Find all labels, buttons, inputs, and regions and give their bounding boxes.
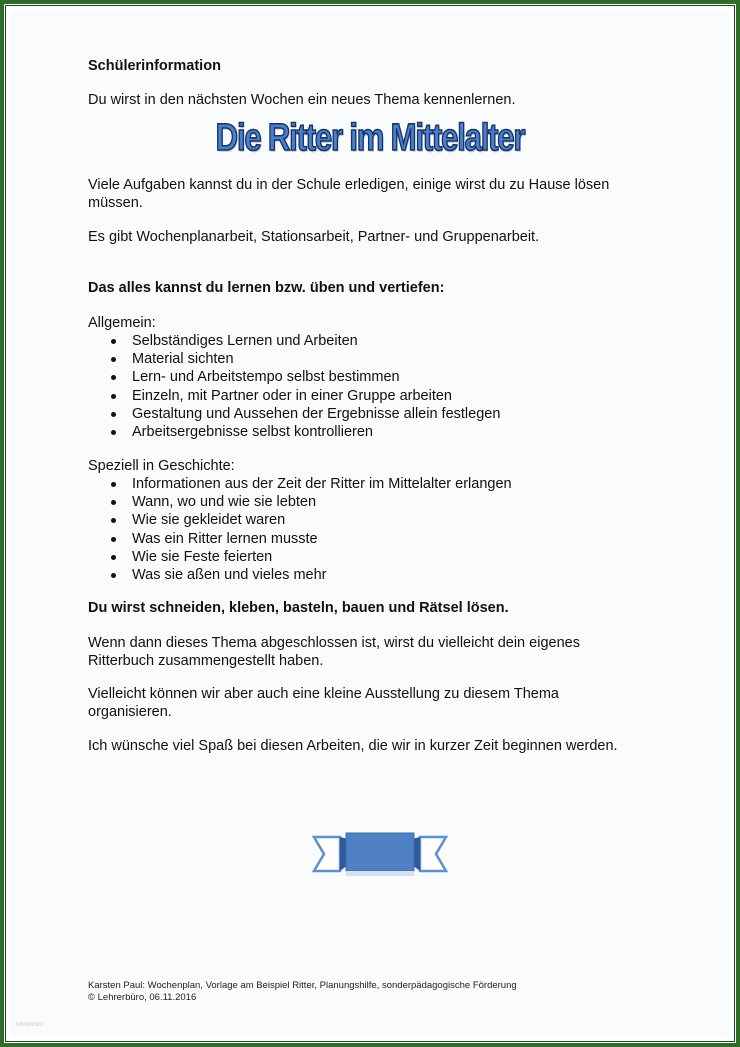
list-item: Wann, wo und wie sie lebten <box>88 493 688 511</box>
list-item: Material sichten <box>88 350 688 368</box>
general-label: Allgemein: <box>88 315 156 331</box>
list-item: Einzeln, mit Partner oder in einer Gruppe arbeiten <box>88 387 688 405</box>
paragraph-book-line2: Ritterbuch zusammengestellt haben. <box>88 653 324 669</box>
footer <box>88 980 517 1004</box>
footer-line2: © Lehrerbüro, 06.11.2016 <box>88 992 197 1003</box>
general-section <box>88 314 688 441</box>
list-item: Was sie aßen und vieles mehr <box>88 566 688 584</box>
banner-ribbon-icon <box>312 831 448 879</box>
paragraph-book-line1: Wenn dann dieses Thema abgeschlossen ist, wirst du vielleicht dein eigenes <box>88 635 580 651</box>
list-item: Wie sie Feste feierten <box>88 548 688 566</box>
paragraph-tasks-line1: Viele Aufgaben kannst du in der Schule erledigen, einige wirst du zu Hause lösen <box>88 177 610 193</box>
document-title: Die Ritter im Mittelalter <box>215 117 525 159</box>
document-heading: Schülerinformation <box>88 58 221 74</box>
list-item: Gestaltung und Aussehen der Ergebnisse allein festlegen <box>88 405 688 423</box>
paragraph-exhibition-line2: organisieren. <box>88 704 172 720</box>
list-item: Wie sie gekleidet waren <box>88 511 688 529</box>
intro-text: Du wirst in den nächsten Wochen ein neues Thema kennenlernen. <box>88 92 516 108</box>
list-item: Selbständiges Lernen und Arbeiten <box>88 332 688 350</box>
list-item: Arbeitsergebnisse selbst kontrollieren <box>88 423 688 441</box>
footer-line1: Karsten Paul: Wochenplan, Vorlage am Beispiel Ritter, Planungshilfe, sonderpädagogische Förderung <box>88 980 517 991</box>
paragraph-tasks <box>88 176 609 212</box>
paragraph-exhibition-line1: Vielleicht können wir aber auch eine kleine Ausstellung zu diesem Thema <box>88 686 559 702</box>
general-list <box>88 332 688 441</box>
closing-text: Ich wünsche viel Spaß bei diesen Arbeiten, die wir in kurzer Zeit beginnen werden. <box>88 738 618 754</box>
list-item: Informationen aus der Zeit der Ritter im Mittelalter erlangen <box>88 475 688 493</box>
list-item: Lern- und Arbeitstempo selbst bestimmen <box>88 368 688 386</box>
paragraph-tasks-line2: müssen. <box>88 195 143 211</box>
paragraph-exhibition <box>88 685 559 721</box>
learn-heading: Das alles kannst du lernen bzw. üben und vertiefen: <box>88 280 445 296</box>
list-item: Was ein Ritter lernen musste <box>88 530 688 548</box>
paragraph-book <box>88 634 580 670</box>
history-label: Speziell in Geschichte: <box>88 458 235 474</box>
history-section <box>88 457 688 584</box>
history-list <box>88 475 688 584</box>
crafts-text: Du wirst schneiden, kleben, basteln, bauen und Rätsel lösen. <box>88 600 509 616</box>
paragraph-work-forms: Es gibt Wochenplanarbeit, Stationsarbeit, Partner- und Gruppenarbeit. <box>88 229 540 245</box>
watermark: lehrerbüro <box>16 1022 44 1028</box>
